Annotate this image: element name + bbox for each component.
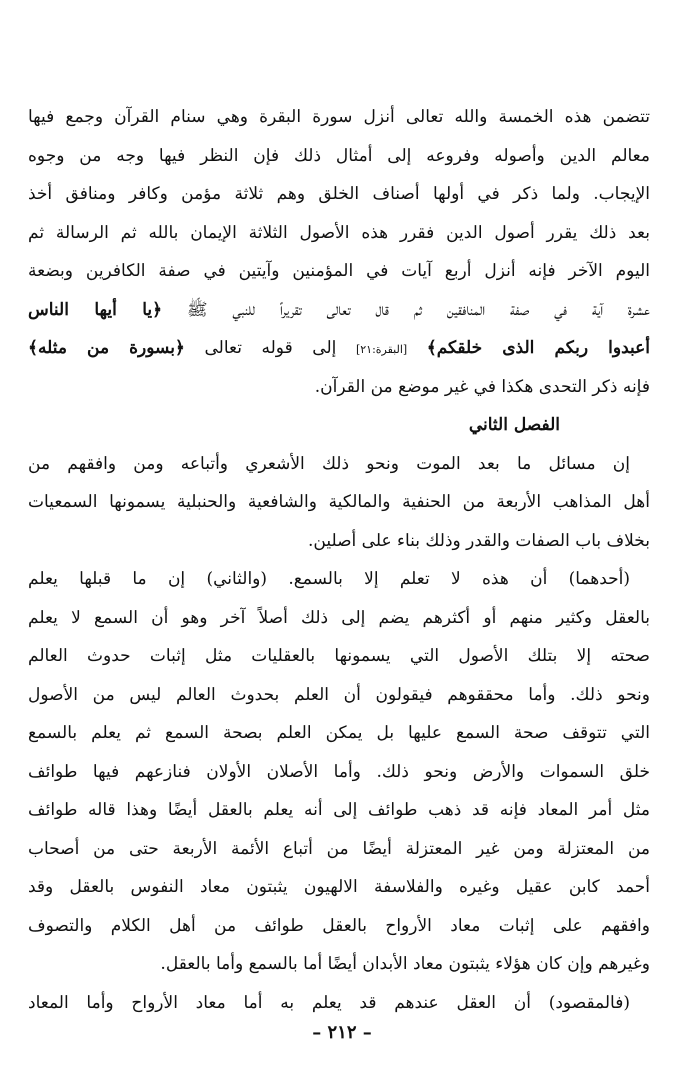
text-line: ونحو ذلك. وأما محققوهم فيقولون أن العلم بحدوث العالم ليس من الأصول — [28, 684, 650, 705]
text-line: التي تتوقف صحة السمع عليها بل يمكن العلم بصحة السمع ثم يعلم بالسمع — [28, 723, 650, 743]
quran-quote: ﴿يا أيها الناس — [28, 299, 163, 320]
text-line: صحته إلا بتلك الأصول التي يسمونها بالعقليات مثل إثبات حدوث العالم — [28, 646, 650, 666]
verse-reference: [البقرة:٢١] — [355, 343, 408, 356]
text-line: مثل أمر المعاد فإنه قد ذهب طوائف إلى أنه يعلم بالعقل أيضًا وهذا قاله طوائف — [28, 800, 650, 820]
text-line: (أحدهما) أن هذه لا تعلم إلا بالسمع. (والثاني) إن ما قبلها يعلم — [28, 569, 630, 589]
text-line: بعد ذلك يقرر أصول الدين فقرر هذه الأصول الثلاثة الإيمان بالله ثم الرسالة ثم — [28, 222, 650, 243]
text-line: وغيرهم وإن كان هؤلاء يثبتون معاد الأبدان أيضًا أما بالسمع وأما بالعقل. — [160, 954, 650, 974]
text-line: من المعتزلة ومن غير المعتزلة أيضًا من أتباع الأئمة الأربعة حتى من أصحاب — [28, 838, 650, 859]
text-line: خلق السموات والأرض ونحو ذلك. وأما الأصلان الأولان فنازعهم فيها طوائف — [28, 761, 650, 782]
text-line: فإنه ذكر التحدى هكذا في غير موضع من القرآن. — [314, 376, 650, 397]
text-line: وافقهم على إثبات معاد الأرواح بالعقل طوائف من أهل الكلام والتصوف — [28, 915, 650, 936]
page-number: – ٢١٢ – — [312, 1022, 372, 1043]
text-line: معالم الدين وأصوله وفروعه إلى أمثال ذلك فإن النظر فيها وجه من وجوه — [28, 145, 650, 166]
text-line: أهل المذاهب الأربعة من الحنفية والمالكية والشافعية والحنبلية يسمونها السمعيات — [28, 492, 650, 512]
text-line — [28, 329, 650, 368]
text-line: تتضمن هذه الخمسة والله تعالى أنزل سورة البقرة وهي سنام القرآن وجمع فيها — [28, 107, 650, 127]
text-line: الإيجاب. ولما ذكر في أولها أصناف الخلق وهم ثلاثة مؤمن وكافر ومنافق أخذ — [28, 184, 650, 204]
text-line: (فالمقصود) أن العقل عندهم قد يعلم به أما معاد الأرواح وأما المعاد — [28, 992, 630, 1013]
text-line: بالعقل وكثير منهم أو أكثرهم يضم إلى ذلك أصلاً آخر وهو أن السمع لا يعلم — [28, 607, 650, 628]
page-body — [28, 98, 650, 1022]
text-line: اليوم الآخر فإنه أنزل أربع آيات في المؤمنين وآيتين في صفة الكافرين وبضعة — [28, 261, 650, 281]
text-line: إن مسائل ما بعد الموت ونحو ذلك الأشعري وأتباعه ومن وافقهم من — [28, 453, 630, 474]
text-span: عشرة آية في صفة المنافقين ثم قال تعالى تقريراً للنبي ﷺ — [186, 299, 650, 320]
text-span: إلى قوله تعالى — [204, 338, 337, 358]
quran-quote: ﴿بسورة من مثله﴾ — [28, 338, 185, 358]
quran-quote: أعبدوا ربكم الذى خلقكم﴾ — [426, 338, 650, 358]
text-line: بخلاف باب الصفات والقدر وذلك بناء على أصلين. — [307, 530, 650, 551]
section-heading: الفصل الثاني — [468, 415, 560, 435]
text-line: أحمد كابن عقيل وغيره والفلاسفة الالهيون يثبتون معاد النفوس بالعقل وقد — [28, 877, 650, 897]
text-line — [28, 291, 650, 330]
